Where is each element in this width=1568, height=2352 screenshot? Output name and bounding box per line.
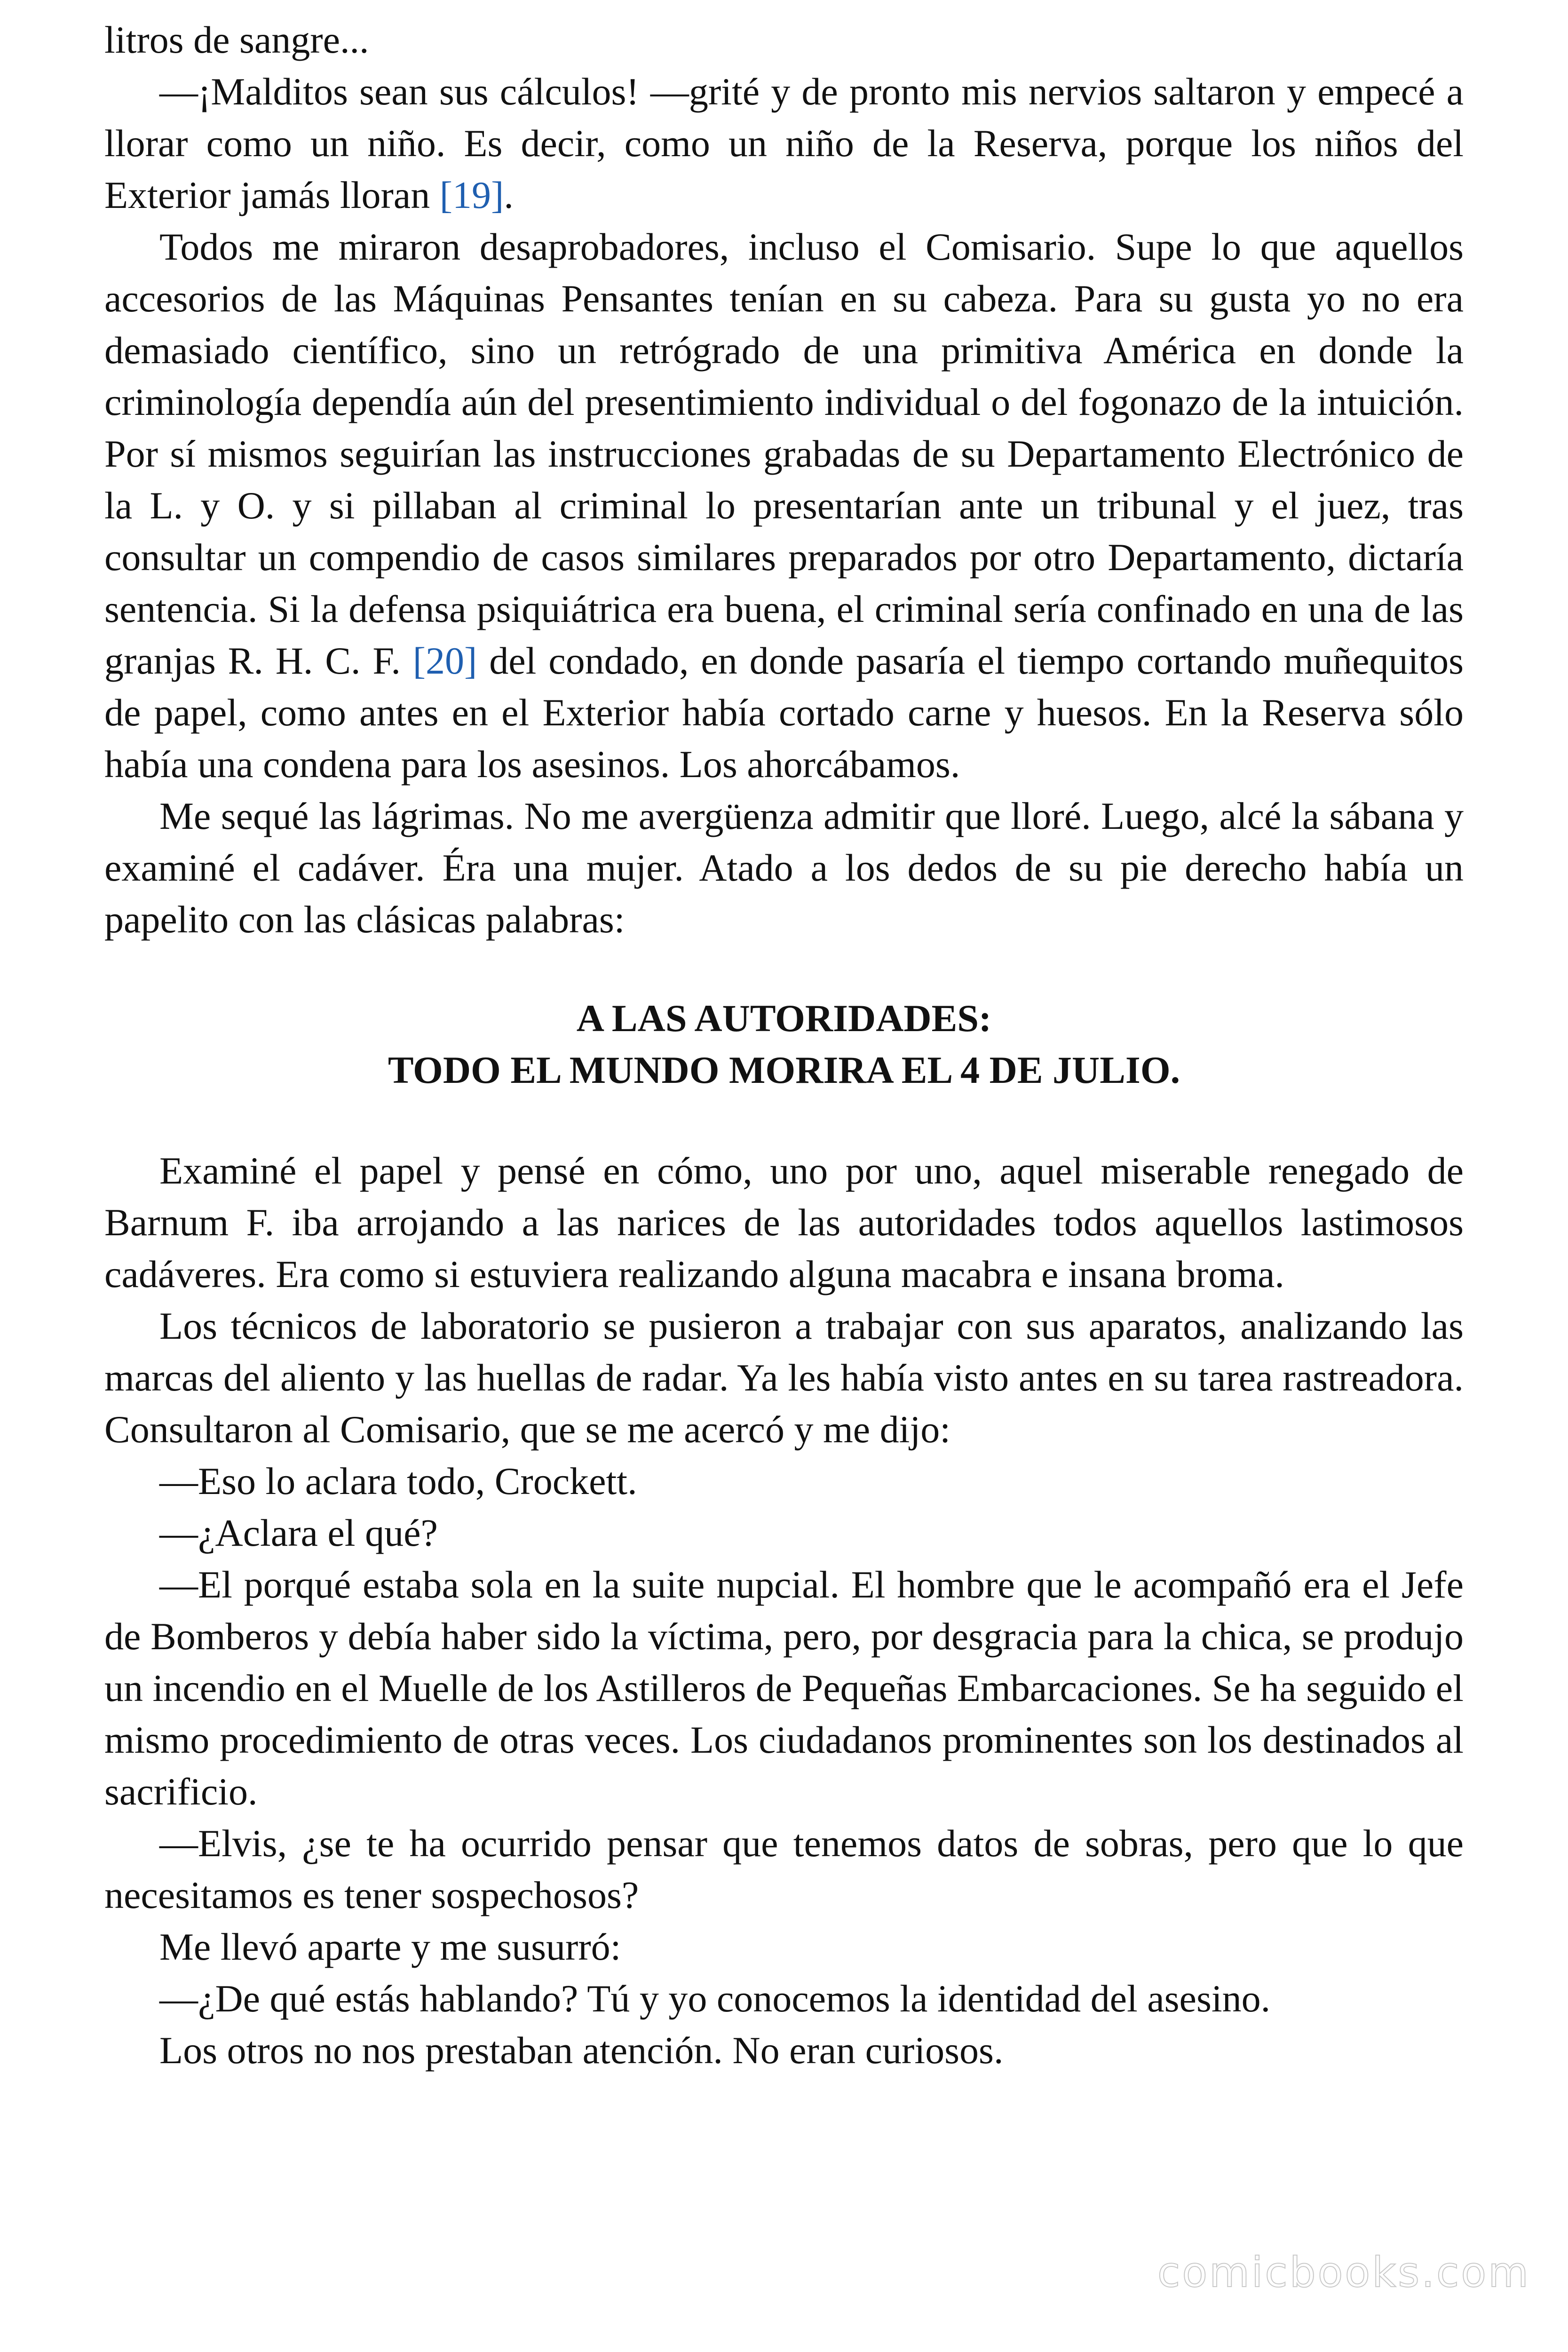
note-heading-line-1: A LAS AUTORIDADES:: [576, 997, 992, 1040]
paragraph: [104, 1818, 1464, 1921]
note-heading: [104, 993, 1464, 1096]
note-heading-line-2: TODO EL MUNDO MORIRA EL 4 DE JULIO.: [388, 1049, 1180, 1091]
footnote-link[interactable]: [19]: [439, 174, 504, 216]
document-page: [104, 14, 1464, 2076]
paragraph-text: Me llevó aparte y me susurró:: [159, 1925, 621, 1968]
paragraph-text: —¿De qué estás hablando? Tú y yo conocemos la identidad del asesino.: [159, 1977, 1271, 2020]
paragraph: [104, 66, 1464, 221]
text-section-before: [104, 14, 1464, 946]
paragraph-text: —¿Aclara el qué?: [159, 1511, 438, 1554]
paragraph-text: Me sequé las lágrimas. No me avergüenza admitir que lloré. Luego, alcé la sábana y examiné el cadáver. Éra una mujer. Atado a los dedos de su pie derecho había un papelito con las clásicas palabras:: [104, 795, 1464, 941]
paragraph: [104, 1973, 1464, 2025]
paragraph-text: Examiné el papel y pensé en cómo, uno por uno, aquel miserable renegado de Barnum F. iba arrojando a las narices de las autoridades todos aquellos lastimosos cadáveres. Era como si estuviera realizando alguna macabra e insana broma.: [104, 1149, 1464, 1295]
paragraph: [104, 1507, 1464, 1559]
paragraph-text: —¡Malditos sean sus cálculos! —grité y de pronto mis nervios saltaron y empecé a llorar como un niño. Es decir, como un niño de la Reserva, porque los niños del Exterior jamás lloran: [104, 70, 1464, 216]
paragraph-text: del condado, en donde pasaría el tiempo cortando muñequitos de papel, como antes en el Exterior había cortado carne y huesos. En la Reserva sólo había una condena para los asesinos. Los ahorcábamos.: [104, 639, 1464, 786]
paragraph: [104, 790, 1464, 946]
paragraph: [104, 1300, 1464, 1455]
paragraph: [104, 1145, 1464, 1300]
paragraph-text: —Elvis, ¿se te ha ocurrido pensar que tenemos datos de sobras, pero que lo que necesitamos es tener sospechosos?: [104, 1822, 1464, 1916]
paragraph: [104, 1921, 1464, 1973]
paragraph-text: —Eso lo aclara todo, Crockett.: [159, 1460, 637, 1502]
paragraph: [104, 1455, 1464, 1507]
paragraph: [104, 1559, 1464, 1818]
paragraph-text: Todos me miraron desaprobadores, incluso el Comisario. Supe lo que aquellos accesorios de las Máquinas Pensantes tenían en su cabeza. Para su gusta yo no era demasiado científico, sino un retrógrado de una primitiva América en donde la criminología dependía aún del presentimiento individual o del fogonazo de la intuición. Por sí mismos seguirían las instrucciones grabadas de su Departamento Electrónico de la L. y O. y si pillaban al criminal lo presentarían ante un tribunal y el juez, tras consultar un compendio de casos similares preparados por otro Departamento, dictaría sentencia. Si la defensa psiquiátrica era buena, el criminal sería confinado en una de las granjas R. H. C. F.: [104, 225, 1464, 682]
watermark-logo: comicbooks.com: [1157, 2248, 1530, 2296]
paragraph-text: —El porqué estaba sola en la suite nupcial. El hombre que le acompañó era el Jefe de Bomberos y debía haber sido la víctima, pero, por desgracia para la chica, se produjo un incendio en el Muelle de los Astilleros de Pequeñas Embarcaciones. Se ha seguido el mismo procedimiento de otras veces. Los ciudadanos prominentes son los destinados al sacrificio.: [104, 1563, 1464, 1813]
paragraph-text: Los otros no nos prestaban atención. No eran curiosos.: [159, 2029, 1004, 2072]
footnote-link[interactable]: [20]: [412, 639, 477, 682]
paragraph-text: Los técnicos de laboratorio se pusieron a trabajar con sus aparatos, analizando las marcas del aliento y las huellas de radar. Ya les había visto antes en su tarea rastreadora. Consultaron al Comisario, que se me acercó y me dijo:: [104, 1304, 1464, 1451]
paragraph-text: .: [504, 174, 514, 216]
paragraph: [104, 14, 1464, 66]
text-section-after: [104, 1145, 1464, 2076]
paragraph: [104, 221, 1464, 790]
paragraph-text: litros de sangre...: [104, 18, 369, 61]
paragraph: [104, 2025, 1464, 2076]
